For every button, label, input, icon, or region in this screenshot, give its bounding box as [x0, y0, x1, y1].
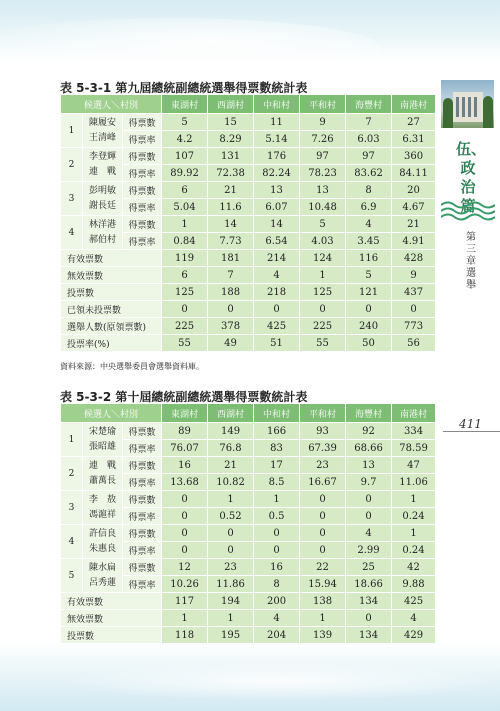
summary-row	[61, 301, 436, 318]
candidate-row	[61, 114, 436, 131]
rate-cell: 6.07	[254, 199, 300, 216]
rate-cell: 72.38	[208, 165, 254, 182]
votes-label: 得票數	[123, 491, 162, 508]
summary-cell: 0	[254, 301, 300, 318]
votes-label: 得票數	[123, 559, 162, 576]
summary-cell: 214	[254, 250, 300, 267]
votes-cell: 4	[346, 525, 392, 542]
summary-row	[61, 627, 436, 644]
votes-cell: 27	[392, 114, 436, 131]
summary-cell: 116	[346, 250, 392, 267]
candidate-name: 張昭雄	[88, 441, 116, 452]
votes-cell: 25	[346, 559, 392, 576]
rate-cell: 0	[162, 542, 208, 559]
summary-cell: 200	[254, 593, 300, 610]
summary-cell: 9	[392, 267, 436, 284]
summary-cell: 0	[162, 301, 208, 318]
votes-cell: 15	[208, 114, 254, 131]
votes-cell: 92	[346, 423, 392, 440]
votes-cell: 4	[346, 216, 392, 233]
summary-cell: 50	[346, 335, 392, 352]
votes-cell: 89	[162, 423, 208, 440]
building-photo	[441, 80, 494, 128]
candidate-name: 陳履安	[88, 117, 116, 128]
rate-cell: 5.04	[162, 199, 208, 216]
rate-cell: 4.2	[162, 131, 208, 148]
summary-cell: 425	[254, 318, 300, 335]
summary-label: 投票率(%)	[61, 335, 162, 352]
rate-cell: 11.06	[392, 474, 436, 491]
votes-label: 得票數	[123, 148, 162, 165]
summary-cell: 4	[254, 610, 300, 627]
header-corner: 候選人＼村別	[61, 95, 162, 114]
rate-cell: 9.7	[346, 474, 392, 491]
rate-cell: 67.39	[300, 440, 346, 457]
summary-cell: 124	[300, 250, 346, 267]
candidate-name: 林洋港	[88, 219, 116, 230]
summary-row	[61, 335, 436, 352]
candidate-name: 朱惠良	[88, 543, 116, 554]
rate-cell: 76.8	[208, 440, 254, 457]
summary-cell: 55	[300, 335, 346, 352]
summary-cell: 0	[392, 301, 436, 318]
votes-cell: 13	[254, 182, 300, 199]
rate-label: 得票率	[123, 440, 162, 457]
candidate-name: 宋楚瑜	[88, 426, 116, 437]
rate-cell: 4.67	[392, 199, 436, 216]
summary-row	[61, 250, 436, 267]
candidate-names	[83, 457, 123, 491]
rate-label: 得票率	[123, 131, 162, 148]
candidate-name: 連 戰	[88, 166, 116, 177]
column-header: 平和村	[300, 95, 346, 114]
table2-election-results	[60, 404, 436, 644]
summary-cell: 0	[346, 610, 392, 627]
rate-cell: 5.14	[254, 131, 300, 148]
column-header: 中和村	[254, 404, 300, 423]
votes-label: 得票數	[123, 457, 162, 474]
candidate-number: 2	[61, 148, 83, 182]
rate-cell: 8.5	[254, 474, 300, 491]
candidate-number: 4	[61, 216, 83, 250]
rate-cell: 78.59	[392, 440, 436, 457]
candidate-names	[83, 216, 123, 250]
summary-cell: 437	[392, 284, 436, 301]
candidate-name: 馮滬祥	[88, 509, 116, 520]
summary-cell: 225	[300, 318, 346, 335]
rate-label: 得票率	[123, 199, 162, 216]
column-header: 南港村	[392, 404, 436, 423]
summary-cell: 56	[392, 335, 436, 352]
votes-cell: 0	[346, 491, 392, 508]
summary-cell: 7	[208, 267, 254, 284]
summary-label: 投票數	[61, 284, 162, 301]
column-header: 西湖村	[208, 95, 254, 114]
candidate-number: 1	[61, 114, 83, 148]
summary-cell: 204	[254, 627, 300, 644]
summary-cell: 225	[162, 318, 208, 335]
summary-cell: 5	[346, 267, 392, 284]
votes-cell: 42	[392, 559, 436, 576]
summary-cell: 0	[208, 301, 254, 318]
rate-cell: 6.31	[392, 131, 436, 148]
candidate-names	[83, 525, 123, 559]
votes-cell: 21	[208, 457, 254, 474]
candidate-names	[83, 148, 123, 182]
candidate-names	[83, 559, 123, 593]
votes-cell: 5	[300, 216, 346, 233]
votes-cell: 8	[346, 182, 392, 199]
votes-cell: 166	[254, 423, 300, 440]
votes-cell: 20	[392, 182, 436, 199]
summary-cell: 119	[162, 250, 208, 267]
candidate-names	[83, 182, 123, 216]
summary-row	[61, 267, 436, 284]
candidate-number: 5	[61, 559, 83, 593]
votes-cell: 13	[300, 182, 346, 199]
table1-source: 資料來源：中央選舉委員會選舉資料庫。	[60, 362, 204, 371]
rate-cell: 0.24	[392, 508, 436, 525]
votes-cell: 7	[346, 114, 392, 131]
votes-cell: 97	[300, 148, 346, 165]
rate-cell: 8.29	[208, 131, 254, 148]
votes-cell: 334	[392, 423, 436, 440]
rate-cell: 16.67	[300, 474, 346, 491]
summary-cell: 378	[208, 318, 254, 335]
candidate-name: 陳水扁	[88, 562, 116, 573]
summary-cell: 1	[300, 267, 346, 284]
rate-cell: 0	[300, 542, 346, 559]
rate-cell: 0	[254, 542, 300, 559]
rate-cell: 8	[254, 576, 300, 593]
rate-label: 得票率	[123, 233, 162, 250]
votes-cell: 0	[300, 525, 346, 542]
summary-cell: 4	[392, 610, 436, 627]
summary-cell: 1	[300, 610, 346, 627]
rate-cell: 0	[300, 508, 346, 525]
rate-label: 得票率	[123, 474, 162, 491]
rate-cell: 10.26	[162, 576, 208, 593]
votes-cell: 93	[300, 423, 346, 440]
summary-label: 已領未投票數	[61, 301, 162, 318]
candidate-name: 連 戰	[88, 460, 116, 471]
rate-cell: 2.99	[346, 542, 392, 559]
summary-cell: 134	[346, 593, 392, 610]
votes-label: 得票數	[123, 525, 162, 542]
votes-cell: 13	[346, 457, 392, 474]
votes-cell: 23	[208, 559, 254, 576]
column-header: 海豐村	[346, 95, 392, 114]
rate-cell: 4.03	[300, 233, 346, 250]
votes-label: 得票數	[123, 182, 162, 199]
candidate-number: 4	[61, 525, 83, 559]
summary-cell: 6	[162, 267, 208, 284]
candidate-row	[61, 525, 436, 542]
candidate-row	[61, 559, 436, 576]
chapter-label: 第三章 選舉	[466, 232, 476, 291]
table1-title: 表 5-3-1 第九屆總統副總統選舉得票數統計表	[60, 81, 308, 95]
rate-label: 得票率	[123, 576, 162, 593]
summary-cell: 194	[208, 593, 254, 610]
votes-cell: 17	[254, 457, 300, 474]
rate-cell: 0	[162, 508, 208, 525]
summary-cell: 55	[162, 335, 208, 352]
rate-cell: 13.68	[162, 474, 208, 491]
candidate-number: 3	[61, 491, 83, 525]
rate-cell: 0	[346, 508, 392, 525]
table1-election-results	[60, 95, 436, 352]
summary-cell: 181	[208, 250, 254, 267]
summary-cell: 51	[254, 335, 300, 352]
rate-cell: 10.82	[208, 474, 254, 491]
rate-cell: 82.24	[254, 165, 300, 182]
summary-cell: 240	[346, 318, 392, 335]
votes-cell: 0	[300, 491, 346, 508]
summary-cell: 1	[162, 610, 208, 627]
votes-label: 得票數	[123, 423, 162, 440]
summary-cell: 118	[162, 627, 208, 644]
votes-cell: 6	[162, 182, 208, 199]
votes-cell: 1	[162, 216, 208, 233]
rate-cell: 9.88	[392, 576, 436, 593]
candidate-number: 1	[61, 423, 83, 457]
candidate-name: 郝伯村	[88, 234, 116, 245]
votes-cell: 21	[392, 216, 436, 233]
column-header: 東湖村	[162, 404, 208, 423]
rate-cell: 0	[208, 542, 254, 559]
votes-cell: 176	[254, 148, 300, 165]
rate-cell: 6.54	[254, 233, 300, 250]
rate-cell: 68.66	[346, 440, 392, 457]
rate-cell: 11.6	[208, 199, 254, 216]
bottom-cloud-decoration	[60, 661, 500, 701]
rate-label: 得票率	[123, 165, 162, 182]
candidate-names	[83, 114, 123, 148]
summary-cell: 121	[346, 284, 392, 301]
summary-cell: 218	[254, 284, 300, 301]
votes-cell: 1	[392, 491, 436, 508]
summary-label: 投票數	[61, 627, 162, 644]
votes-cell: 14	[254, 216, 300, 233]
candidate-row	[61, 491, 436, 508]
summary-row	[61, 593, 436, 610]
rate-cell: 0.52	[208, 508, 254, 525]
candidate-row	[61, 216, 436, 233]
candidate-name: 許信良	[88, 528, 116, 539]
summary-cell: 125	[162, 284, 208, 301]
candidate-name: 謝長廷	[88, 200, 116, 211]
votes-label: 得票數	[123, 114, 162, 131]
rate-cell: 0.5	[254, 508, 300, 525]
rate-label: 得票率	[123, 542, 162, 559]
votes-cell: 0	[208, 525, 254, 542]
votes-cell: 47	[392, 457, 436, 474]
rate-cell: 83	[254, 440, 300, 457]
votes-cell: 16	[254, 559, 300, 576]
summary-cell: 188	[208, 284, 254, 301]
votes-cell: 131	[208, 148, 254, 165]
votes-cell: 23	[300, 457, 346, 474]
summary-cell: 428	[392, 250, 436, 267]
candidate-name: 蕭萬長	[88, 475, 116, 486]
votes-cell: 149	[208, 423, 254, 440]
votes-label: 得票數	[123, 216, 162, 233]
votes-cell: 0	[162, 525, 208, 542]
top-cloud-decoration	[0, 18, 380, 78]
summary-cell: 429	[392, 627, 436, 644]
column-header: 西湖村	[208, 404, 254, 423]
summary-row	[61, 610, 436, 627]
summary-label: 無效票數	[61, 610, 162, 627]
column-header: 海豐村	[346, 404, 392, 423]
votes-cell: 9	[300, 114, 346, 131]
summary-row	[61, 318, 436, 335]
page-number: 411	[459, 417, 482, 431]
summary-cell: 117	[162, 593, 208, 610]
votes-cell: 12	[162, 559, 208, 576]
candidate-number: 2	[61, 457, 83, 491]
candidate-names	[83, 423, 123, 457]
votes-cell: 1	[392, 525, 436, 542]
section-title: 伍、政治篇	[456, 140, 487, 215]
rate-cell: 83.62	[346, 165, 392, 182]
votes-cell: 1	[254, 491, 300, 508]
votes-cell: 21	[208, 182, 254, 199]
summary-cell: 425	[392, 593, 436, 610]
candidate-number: 3	[61, 182, 83, 216]
rate-cell: 7.26	[300, 131, 346, 148]
rate-cell: 6.03	[346, 131, 392, 148]
votes-cell: 16	[162, 457, 208, 474]
rate-cell: 15.94	[300, 576, 346, 593]
page-number-rule	[443, 431, 500, 432]
rate-cell: 11.86	[208, 576, 254, 593]
candidate-row	[61, 148, 436, 165]
summary-cell: 4	[254, 267, 300, 284]
votes-cell: 107	[162, 148, 208, 165]
summary-label: 有效票數	[61, 593, 162, 610]
column-header: 南港村	[392, 95, 436, 114]
rate-label: 得票率	[123, 508, 162, 525]
votes-cell: 14	[208, 216, 254, 233]
votes-cell: 97	[346, 148, 392, 165]
summary-cell: 134	[346, 627, 392, 644]
summary-cell: 0	[346, 301, 392, 318]
summary-cell: 773	[392, 318, 436, 335]
rate-cell: 10.48	[300, 199, 346, 216]
column-header: 中和村	[254, 95, 300, 114]
rate-cell: 89.92	[162, 165, 208, 182]
column-header: 東湖村	[162, 95, 208, 114]
candidate-name: 李 敖	[88, 494, 116, 505]
summary-cell: 0	[300, 301, 346, 318]
rate-cell: 4.91	[392, 233, 436, 250]
candidate-name: 王清峰	[88, 132, 116, 143]
votes-cell: 0	[162, 491, 208, 508]
votes-cell: 1	[208, 491, 254, 508]
candidate-row	[61, 423, 436, 440]
summary-cell: 138	[300, 593, 346, 610]
rate-cell: 18.66	[346, 576, 392, 593]
rate-cell: 3.45	[346, 233, 392, 250]
summary-row	[61, 284, 436, 301]
candidate-row	[61, 457, 436, 474]
rate-cell: 0.84	[162, 233, 208, 250]
votes-cell: 360	[392, 148, 436, 165]
rate-cell: 6.9	[346, 199, 392, 216]
summary-cell: 125	[300, 284, 346, 301]
votes-cell: 22	[300, 559, 346, 576]
summary-label: 無效票數	[61, 267, 162, 284]
summary-label: 有效票數	[61, 250, 162, 267]
rate-cell: 76.07	[162, 440, 208, 457]
summary-cell: 139	[300, 627, 346, 644]
candidate-row	[61, 182, 436, 199]
rate-cell: 84.11	[392, 165, 436, 182]
candidate-names	[83, 491, 123, 525]
header-corner: 候選人＼村別	[61, 404, 162, 423]
summary-cell: 49	[208, 335, 254, 352]
rate-cell: 78.23	[300, 165, 346, 182]
summary-label: 選舉人數(原領票數)	[61, 318, 162, 335]
candidate-name: 呂秀蓮	[88, 577, 116, 588]
wave-decoration-icon	[441, 200, 495, 222]
votes-cell: 0	[254, 525, 300, 542]
candidate-name: 李登輝	[88, 151, 116, 162]
summary-cell: 1	[208, 610, 254, 627]
rate-cell: 0.24	[392, 542, 436, 559]
votes-cell: 11	[254, 114, 300, 131]
candidate-name: 彭明敏	[88, 185, 116, 196]
votes-cell: 5	[162, 114, 208, 131]
table2-title: 表 5-3-2 第十屆總統副總統選舉得票數統計表	[60, 390, 308, 404]
summary-cell: 195	[208, 627, 254, 644]
column-header: 平和村	[300, 404, 346, 423]
rate-cell: 7.73	[208, 233, 254, 250]
